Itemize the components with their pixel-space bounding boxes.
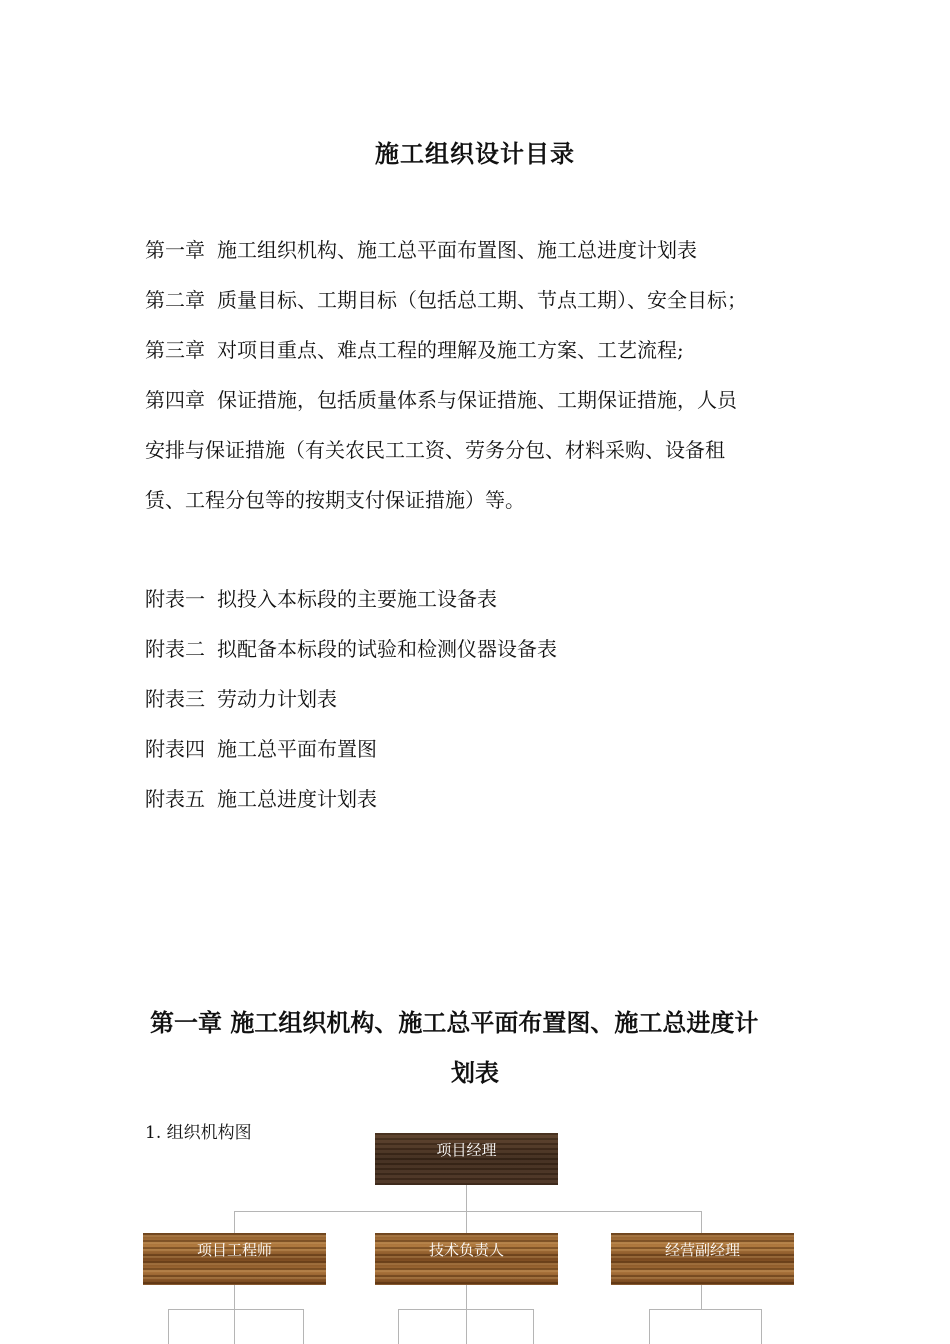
toc-chapter-text: 赁、工程分包等的按期支付保证措施）等。 [145,488,525,512]
appendix-text: 拟投入本标段的主要施工设备表 [217,587,497,611]
appendix-text: 施工总进度计划表 [217,787,377,811]
appendix-item-5 [145,784,377,814]
org-connector [168,1309,304,1310]
org-connector [466,1211,467,1233]
org-connector [466,1309,467,1344]
appendix-number: 附表四 [145,737,205,761]
org-connector [234,1211,702,1212]
org-connector [234,1309,235,1344]
toc-chapter-text: 对项目重点、难点工程的理解及施工方案、工艺流程; [217,338,684,362]
toc-item-chapter-3 [145,335,684,365]
appendix-item-2 [145,634,557,664]
toc-chapter-text: 安排与保证措施（有关农民工工资、劳务分包、材料采购、设备租 [145,438,725,462]
appendix-number: 附表一 [145,587,205,611]
section-label-org-chart: 1. 组织机构图 [145,1123,252,1143]
toc-chapter-text: 保证措施，包括质量体系与保证措施、工期保证措施，人员 [217,388,737,412]
appendix-number: 附表五 [145,787,205,811]
org-connector [701,1211,702,1233]
chapter-1-heading-line-1: 第一章 施工组织机构、施工总平面布置图、施工总进度计 [150,1008,759,1037]
org-connector [466,1185,467,1211]
org-connector [398,1309,399,1344]
org-connector [649,1309,762,1310]
chapter-1-heading-line-2: 划表 [451,1058,499,1087]
toc-chapter-text: 施工组织机构、施工总平面布置图、施工总进度计划表 [217,238,697,262]
org-connector [303,1309,304,1344]
appendix-number: 附表三 [145,687,205,711]
org-connector [168,1309,169,1344]
org-node-project-manager: 项目经理 [375,1133,558,1185]
toc-item-chapter-2 [145,285,747,315]
org-connector [649,1309,650,1344]
appendix-item-4 [145,734,377,764]
toc-item-chapter-4-continued [145,485,525,515]
org-connector [234,1211,235,1233]
toc-item-chapter-4 [145,385,737,415]
appendix-number: 附表二 [145,637,205,661]
org-connector [234,1285,235,1309]
org-connector [533,1309,534,1344]
toc-item-chapter-4-continued [145,435,725,465]
org-node-project-engineer: 项目工程师 [143,1233,326,1285]
document-title: 施工组织设计目录 [375,139,575,168]
appendix-item-3 [145,684,337,714]
toc-item-chapter-1 [145,235,697,265]
org-connector [761,1309,762,1344]
appendix-item-1 [145,584,497,614]
appendix-text: 拟配备本标段的试验和检测仪器设备表 [217,637,557,661]
org-node-technical-lead: 技术负责人 [375,1233,558,1285]
org-connector [701,1285,702,1309]
toc-chapter-text: 质量目标、工期目标（包括总工期、节点工期）、安全目标； [217,288,747,312]
toc-chapter-number: 第一章 [145,238,205,262]
toc-chapter-number: 第二章 [145,288,205,312]
appendix-text: 劳动力计划表 [217,687,337,711]
appendix-text: 施工总平面布置图 [217,737,377,761]
org-connector [466,1285,467,1309]
toc-chapter-number: 第三章 [145,338,205,362]
org-node-business-deputy-manager: 经营副经理 [611,1233,794,1285]
toc-chapter-number: 第四章 [145,388,205,412]
